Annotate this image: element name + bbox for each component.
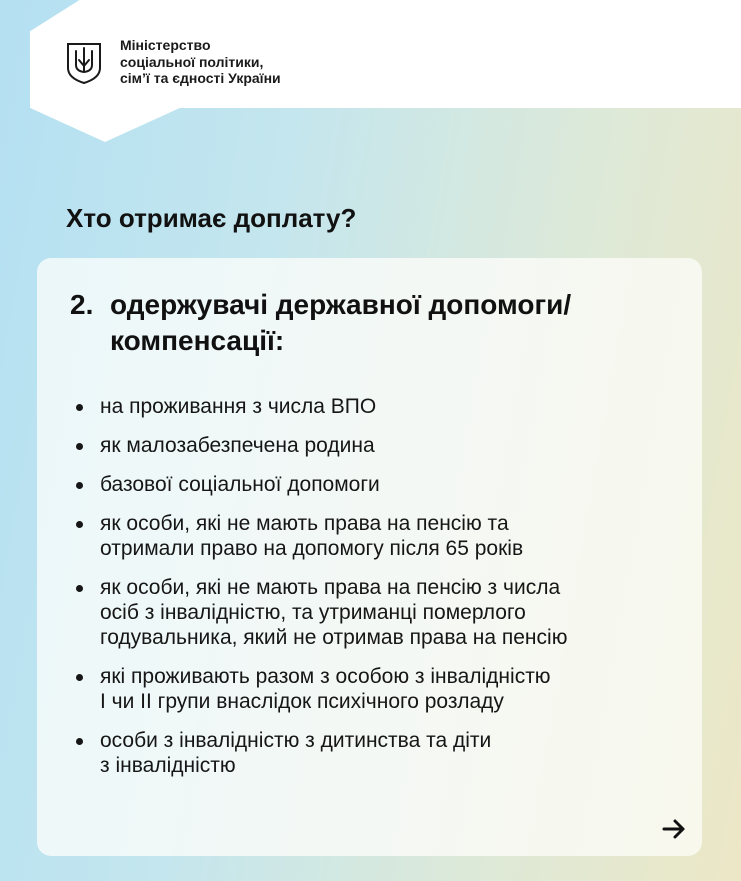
card-heading-text <box>110 287 571 359</box>
ministry-name-line: соціальної політики, <box>120 53 264 70</box>
card-heading <box>70 287 571 359</box>
list-item <box>70 433 690 458</box>
list-item <box>70 511 690 561</box>
trident-emblem-icon <box>64 38 104 84</box>
bullet-icon <box>76 585 83 592</box>
recipients-list <box>70 394 690 792</box>
list-item-line: особи з інвалідністю з дитинства та діти <box>100 729 492 752</box>
list-item <box>70 394 690 419</box>
list-item-line: як малозабезпечена родина <box>100 434 375 457</box>
bullet-icon <box>76 404 83 411</box>
bullet-icon <box>76 521 83 528</box>
list-item <box>70 575 690 650</box>
card-heading-line: одержувачі державної допомоги/ <box>110 289 572 320</box>
list-item-line: з інвалідністю <box>100 754 236 777</box>
list-item-line: як особи, які не мають права на пенсію з числа <box>100 576 561 599</box>
bullet-icon <box>76 443 83 450</box>
bullet-icon <box>76 674 83 681</box>
ministry-name-line: Міністерство <box>120 37 211 53</box>
list-item-line: осіб з інвалідністю, та утриманці померлого <box>100 601 526 624</box>
list-item-line: базової соціальної допомоги <box>100 473 380 496</box>
list-item <box>70 472 690 497</box>
card-heading-line: компенсації: <box>110 325 285 356</box>
list-item-line: I чи II групи внаслідок психічного розладу <box>100 690 504 713</box>
arrow-right-icon[interactable] <box>662 817 686 841</box>
list-item-line: як особи, які не мають права на пенсію та <box>100 512 509 535</box>
question-heading: Хто отримає доплату? <box>66 203 357 233</box>
ministry-name <box>120 37 281 87</box>
list-item-line: годувальника, який не отримав права на пенсію <box>100 626 568 649</box>
list-item <box>70 664 690 714</box>
card-number: 2. <box>70 289 94 320</box>
bullet-icon <box>76 738 83 745</box>
list-item-line: отримали право на допомогу після 65 років <box>100 537 524 560</box>
bullet-icon <box>76 482 83 489</box>
list-item <box>70 728 690 778</box>
ministry-name-line: сім’ї та єдності України <box>120 70 281 86</box>
list-item-line: які проживають разом з особою з інвалідністю <box>100 665 551 688</box>
list-item-line: на проживання з числа ВПО <box>100 395 377 418</box>
